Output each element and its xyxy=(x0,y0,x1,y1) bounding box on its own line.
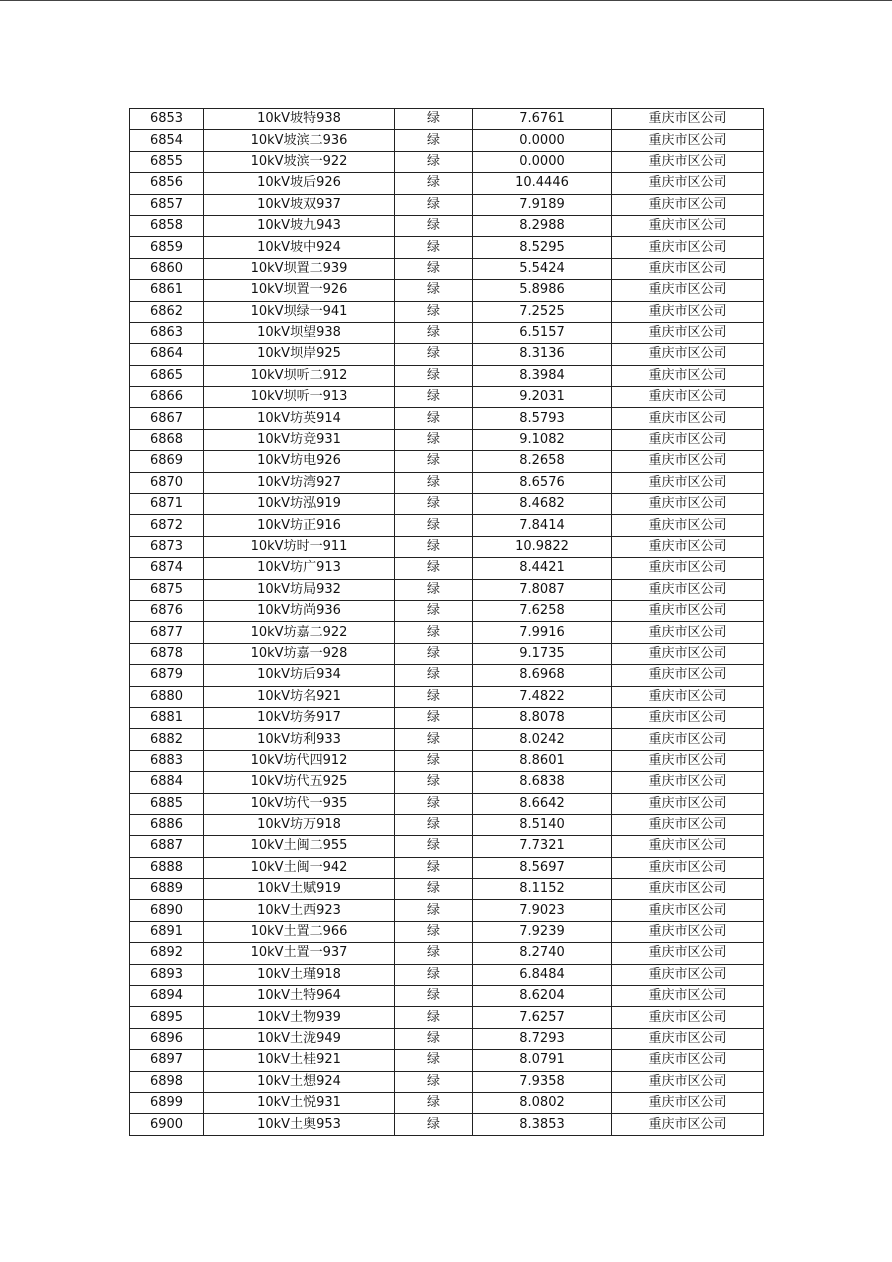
row-number-cell: 6869 xyxy=(130,451,204,472)
company-cell: 重庆市区公司 xyxy=(612,194,764,215)
status-cell: 绿 xyxy=(395,579,473,600)
status-cell: 绿 xyxy=(395,408,473,429)
line-name-cell: 10kV土瑾918 xyxy=(204,964,395,985)
line-name-cell: 10kV坝岸925 xyxy=(204,344,395,365)
line-name-cell: 10kV坡特938 xyxy=(204,109,395,130)
value-cell: 7.9358 xyxy=(473,1071,612,1092)
company-cell: 重庆市区公司 xyxy=(612,322,764,343)
company-cell: 重庆市区公司 xyxy=(612,1028,764,1049)
status-cell: 绿 xyxy=(395,729,473,750)
table-row xyxy=(130,750,764,771)
line-name-cell: 10kV坡双937 xyxy=(204,194,395,215)
status-cell: 绿 xyxy=(395,558,473,579)
status-cell: 绿 xyxy=(395,750,473,771)
value-cell: 7.7321 xyxy=(473,836,612,857)
status-cell: 绿 xyxy=(395,237,473,258)
table-row xyxy=(130,1114,764,1135)
row-number-cell: 6881 xyxy=(130,707,204,728)
value-cell: 8.0791 xyxy=(473,1050,612,1071)
table-row xyxy=(130,173,764,194)
value-cell: 8.1152 xyxy=(473,879,612,900)
table-row xyxy=(130,921,764,942)
table-row xyxy=(130,1050,764,1071)
value-cell: 8.7293 xyxy=(473,1028,612,1049)
status-cell: 绿 xyxy=(395,921,473,942)
status-cell: 绿 xyxy=(395,1092,473,1113)
company-cell: 重庆市区公司 xyxy=(612,408,764,429)
table-row xyxy=(130,194,764,215)
row-number-cell: 6861 xyxy=(130,280,204,301)
row-number-cell: 6900 xyxy=(130,1114,204,1135)
company-cell: 重庆市区公司 xyxy=(612,365,764,386)
table-row xyxy=(130,986,764,1007)
row-number-cell: 6863 xyxy=(130,322,204,343)
line-name-cell: 10kV土置二966 xyxy=(204,921,395,942)
table-row xyxy=(130,387,764,408)
status-cell: 绿 xyxy=(395,130,473,151)
line-name-cell: 10kV土物939 xyxy=(204,1007,395,1028)
value-cell: 8.5697 xyxy=(473,857,612,878)
table-row xyxy=(130,665,764,686)
status-cell: 绿 xyxy=(395,772,473,793)
company-cell: 重庆市区公司 xyxy=(612,622,764,643)
row-number-cell: 6857 xyxy=(130,194,204,215)
value-cell: 8.2658 xyxy=(473,451,612,472)
status-cell: 绿 xyxy=(395,964,473,985)
line-name-cell: 10kV坡中924 xyxy=(204,237,395,258)
value-cell: 8.6968 xyxy=(473,665,612,686)
row-number-cell: 6854 xyxy=(130,130,204,151)
status-cell: 绿 xyxy=(395,472,473,493)
value-cell: 8.8078 xyxy=(473,707,612,728)
company-cell: 重庆市区公司 xyxy=(612,1007,764,1028)
table-row xyxy=(130,729,764,750)
row-number-cell: 6885 xyxy=(130,793,204,814)
line-name-cell: 10kV坝听二912 xyxy=(204,365,395,386)
company-cell: 重庆市区公司 xyxy=(612,879,764,900)
company-cell: 重庆市区公司 xyxy=(612,536,764,557)
row-number-cell: 6892 xyxy=(130,943,204,964)
status-cell: 绿 xyxy=(395,451,473,472)
table-row xyxy=(130,686,764,707)
line-name-cell: 10kV坊嘉二922 xyxy=(204,622,395,643)
status-cell: 绿 xyxy=(395,686,473,707)
company-cell: 重庆市区公司 xyxy=(612,793,764,814)
status-cell: 绿 xyxy=(395,258,473,279)
table-row xyxy=(130,1028,764,1049)
status-cell: 绿 xyxy=(395,280,473,301)
value-cell: 5.5424 xyxy=(473,258,612,279)
table-row xyxy=(130,772,764,793)
row-number-cell: 6879 xyxy=(130,665,204,686)
value-cell: 8.3136 xyxy=(473,344,612,365)
line-name-cell: 10kV坊利933 xyxy=(204,729,395,750)
page-top-border xyxy=(0,0,892,1)
line-name-cell: 10kV坊务917 xyxy=(204,707,395,728)
value-cell: 10.4446 xyxy=(473,173,612,194)
value-cell: 8.3853 xyxy=(473,1114,612,1135)
value-cell: 6.8484 xyxy=(473,964,612,985)
status-cell: 绿 xyxy=(395,857,473,878)
value-cell: 8.0802 xyxy=(473,1092,612,1113)
table-row xyxy=(130,857,764,878)
line-name-cell: 10kV坊嘉一928 xyxy=(204,643,395,664)
value-cell: 8.2740 xyxy=(473,943,612,964)
value-cell: 0.0000 xyxy=(473,151,612,172)
value-cell: 8.0242 xyxy=(473,729,612,750)
value-cell: 9.1735 xyxy=(473,643,612,664)
status-cell: 绿 xyxy=(395,943,473,964)
status-cell: 绿 xyxy=(395,986,473,1007)
value-cell: 9.1082 xyxy=(473,429,612,450)
value-cell: 7.9916 xyxy=(473,622,612,643)
row-number-cell: 6862 xyxy=(130,301,204,322)
line-name-cell: 10kV坝绿一941 xyxy=(204,301,395,322)
table-row xyxy=(130,943,764,964)
line-name-cell: 10kV土闽二955 xyxy=(204,836,395,857)
company-cell: 重庆市区公司 xyxy=(612,429,764,450)
row-number-cell: 6875 xyxy=(130,579,204,600)
company-cell: 重庆市区公司 xyxy=(612,215,764,236)
company-cell: 重庆市区公司 xyxy=(612,943,764,964)
status-cell: 绿 xyxy=(395,643,473,664)
company-cell: 重庆市区公司 xyxy=(612,237,764,258)
line-name-cell: 10kV坊时一911 xyxy=(204,536,395,557)
row-number-cell: 6898 xyxy=(130,1071,204,1092)
line-name-cell: 10kV坊后934 xyxy=(204,665,395,686)
table-row xyxy=(130,964,764,985)
table-row xyxy=(130,1071,764,1092)
status-cell: 绿 xyxy=(395,622,473,643)
company-cell: 重庆市区公司 xyxy=(612,600,764,621)
value-cell: 7.8414 xyxy=(473,515,612,536)
value-cell: 0.0000 xyxy=(473,130,612,151)
row-number-cell: 6895 xyxy=(130,1007,204,1028)
line-name-cell: 10kV土赋919 xyxy=(204,879,395,900)
data-table xyxy=(129,108,764,1136)
line-name-cell: 10kV坊电926 xyxy=(204,451,395,472)
company-cell: 重庆市区公司 xyxy=(612,665,764,686)
value-cell: 8.6576 xyxy=(473,472,612,493)
row-number-cell: 6871 xyxy=(130,494,204,515)
status-cell: 绿 xyxy=(395,1028,473,1049)
row-number-cell: 6899 xyxy=(130,1092,204,1113)
line-name-cell: 10kV坡九943 xyxy=(204,215,395,236)
row-number-cell: 6872 xyxy=(130,515,204,536)
status-cell: 绿 xyxy=(395,515,473,536)
line-name-cell: 10kV坊代五925 xyxy=(204,772,395,793)
table-row xyxy=(130,814,764,835)
status-cell: 绿 xyxy=(395,173,473,194)
value-cell: 8.2988 xyxy=(473,215,612,236)
company-cell: 重庆市区公司 xyxy=(612,836,764,857)
table-row xyxy=(130,472,764,493)
table-row xyxy=(130,622,764,643)
status-cell: 绿 xyxy=(395,322,473,343)
table-row xyxy=(130,322,764,343)
company-cell: 重庆市区公司 xyxy=(612,1114,764,1135)
table-row xyxy=(130,344,764,365)
row-number-cell: 6856 xyxy=(130,173,204,194)
line-name-cell: 10kV坡后926 xyxy=(204,173,395,194)
line-name-cell: 10kV坊局932 xyxy=(204,579,395,600)
company-cell: 重庆市区公司 xyxy=(612,451,764,472)
line-name-cell: 10kV土西923 xyxy=(204,900,395,921)
company-cell: 重庆市区公司 xyxy=(612,772,764,793)
status-cell: 绿 xyxy=(395,1114,473,1135)
status-cell: 绿 xyxy=(395,1050,473,1071)
status-cell: 绿 xyxy=(395,707,473,728)
value-cell: 7.6761 xyxy=(473,109,612,130)
status-cell: 绿 xyxy=(395,365,473,386)
status-cell: 绿 xyxy=(395,151,473,172)
status-cell: 绿 xyxy=(395,879,473,900)
row-number-cell: 6865 xyxy=(130,365,204,386)
row-number-cell: 6860 xyxy=(130,258,204,279)
company-cell: 重庆市区公司 xyxy=(612,344,764,365)
company-cell: 重庆市区公司 xyxy=(612,387,764,408)
row-number-cell: 6868 xyxy=(130,429,204,450)
table-row xyxy=(130,643,764,664)
row-number-cell: 6890 xyxy=(130,900,204,921)
table-row xyxy=(130,579,764,600)
table-row xyxy=(130,365,764,386)
value-cell: 8.5295 xyxy=(473,237,612,258)
company-cell: 重庆市区公司 xyxy=(612,900,764,921)
row-number-cell: 6870 xyxy=(130,472,204,493)
line-name-cell: 10kV土闽一942 xyxy=(204,857,395,878)
table-row xyxy=(130,879,764,900)
table-row xyxy=(130,600,764,621)
line-name-cell: 10kV坊竞931 xyxy=(204,429,395,450)
company-cell: 重庆市区公司 xyxy=(612,857,764,878)
line-name-cell: 10kV坊代四912 xyxy=(204,750,395,771)
table-row xyxy=(130,836,764,857)
row-number-cell: 6883 xyxy=(130,750,204,771)
table-row xyxy=(130,900,764,921)
company-cell: 重庆市区公司 xyxy=(612,280,764,301)
company-cell: 重庆市区公司 xyxy=(612,964,764,985)
line-name-cell: 10kV坊代一935 xyxy=(204,793,395,814)
line-name-cell: 10kV坡滨一922 xyxy=(204,151,395,172)
company-cell: 重庆市区公司 xyxy=(612,494,764,515)
status-cell: 绿 xyxy=(395,387,473,408)
row-number-cell: 6884 xyxy=(130,772,204,793)
company-cell: 重庆市区公司 xyxy=(612,258,764,279)
table-row xyxy=(130,451,764,472)
company-cell: 重庆市区公司 xyxy=(612,109,764,130)
line-name-cell: 10kV坝置一926 xyxy=(204,280,395,301)
value-cell: 8.6204 xyxy=(473,986,612,1007)
status-cell: 绿 xyxy=(395,1071,473,1092)
value-cell: 9.2031 xyxy=(473,387,612,408)
value-cell: 6.5157 xyxy=(473,322,612,343)
line-name-cell: 10kV土想924 xyxy=(204,1071,395,1092)
value-cell: 7.4822 xyxy=(473,686,612,707)
table-row xyxy=(130,151,764,172)
company-cell: 重庆市区公司 xyxy=(612,151,764,172)
company-cell: 重庆市区公司 xyxy=(612,579,764,600)
table-row xyxy=(130,258,764,279)
row-number-cell: 6894 xyxy=(130,986,204,1007)
company-cell: 重庆市区公司 xyxy=(612,643,764,664)
table-row xyxy=(130,1092,764,1113)
status-cell: 绿 xyxy=(395,600,473,621)
line-name-cell: 10kV坊泓919 xyxy=(204,494,395,515)
line-name-cell: 10kV坡滨二936 xyxy=(204,130,395,151)
line-name-cell: 10kV坊湾927 xyxy=(204,472,395,493)
company-cell: 重庆市区公司 xyxy=(612,814,764,835)
table-body xyxy=(130,109,764,1136)
status-cell: 绿 xyxy=(395,536,473,557)
company-cell: 重庆市区公司 xyxy=(612,921,764,942)
line-name-cell: 10kV坊正916 xyxy=(204,515,395,536)
row-number-cell: 6867 xyxy=(130,408,204,429)
line-name-cell: 10kV坊英914 xyxy=(204,408,395,429)
line-name-cell: 10kV土奥953 xyxy=(204,1114,395,1135)
table-row xyxy=(130,301,764,322)
status-cell: 绿 xyxy=(395,836,473,857)
status-cell: 绿 xyxy=(395,665,473,686)
line-name-cell: 10kV土特964 xyxy=(204,986,395,1007)
company-cell: 重庆市区公司 xyxy=(612,130,764,151)
value-cell: 7.9239 xyxy=(473,921,612,942)
table-row xyxy=(130,793,764,814)
table-row xyxy=(130,1007,764,1028)
row-number-cell: 6893 xyxy=(130,964,204,985)
status-cell: 绿 xyxy=(395,793,473,814)
line-name-cell: 10kV坝望938 xyxy=(204,322,395,343)
table-row xyxy=(130,215,764,236)
value-cell: 8.5140 xyxy=(473,814,612,835)
value-cell: 7.9189 xyxy=(473,194,612,215)
value-cell: 5.8986 xyxy=(473,280,612,301)
value-cell: 8.8601 xyxy=(473,750,612,771)
value-cell: 8.6838 xyxy=(473,772,612,793)
value-cell: 7.9023 xyxy=(473,900,612,921)
status-cell: 绿 xyxy=(395,215,473,236)
value-cell: 7.6258 xyxy=(473,600,612,621)
row-number-cell: 6897 xyxy=(130,1050,204,1071)
row-number-cell: 6882 xyxy=(130,729,204,750)
company-cell: 重庆市区公司 xyxy=(612,986,764,1007)
company-cell: 重庆市区公司 xyxy=(612,750,764,771)
table-row xyxy=(130,280,764,301)
company-cell: 重庆市区公司 xyxy=(612,558,764,579)
value-cell: 7.2525 xyxy=(473,301,612,322)
status-cell: 绿 xyxy=(395,494,473,515)
company-cell: 重庆市区公司 xyxy=(612,729,764,750)
table-row xyxy=(130,130,764,151)
line-name-cell: 10kV土悦931 xyxy=(204,1092,395,1113)
value-cell: 10.9822 xyxy=(473,536,612,557)
status-cell: 绿 xyxy=(395,194,473,215)
line-name-cell: 10kV坊万918 xyxy=(204,814,395,835)
company-cell: 重庆市区公司 xyxy=(612,1092,764,1113)
line-name-cell: 10kV坊广913 xyxy=(204,558,395,579)
line-name-cell: 10kV坝听一913 xyxy=(204,387,395,408)
table-row xyxy=(130,536,764,557)
row-number-cell: 6896 xyxy=(130,1028,204,1049)
status-cell: 绿 xyxy=(395,301,473,322)
table-row xyxy=(130,429,764,450)
row-number-cell: 6889 xyxy=(130,879,204,900)
status-cell: 绿 xyxy=(395,344,473,365)
table-row xyxy=(130,237,764,258)
line-name-cell: 10kV土泷949 xyxy=(204,1028,395,1049)
value-cell: 7.8087 xyxy=(473,579,612,600)
line-name-cell: 10kV坊尚936 xyxy=(204,600,395,621)
table-row xyxy=(130,408,764,429)
table-row xyxy=(130,515,764,536)
value-cell: 8.4421 xyxy=(473,558,612,579)
value-cell: 8.4682 xyxy=(473,494,612,515)
company-cell: 重庆市区公司 xyxy=(612,1071,764,1092)
status-cell: 绿 xyxy=(395,900,473,921)
line-name-cell: 10kV坝置二939 xyxy=(204,258,395,279)
company-cell: 重庆市区公司 xyxy=(612,301,764,322)
row-number-cell: 6866 xyxy=(130,387,204,408)
row-number-cell: 6891 xyxy=(130,921,204,942)
row-number-cell: 6853 xyxy=(130,109,204,130)
table-row xyxy=(130,109,764,130)
status-cell: 绿 xyxy=(395,109,473,130)
company-cell: 重庆市区公司 xyxy=(612,1050,764,1071)
company-cell: 重庆市区公司 xyxy=(612,515,764,536)
table-row xyxy=(130,494,764,515)
row-number-cell: 6859 xyxy=(130,237,204,258)
row-number-cell: 6874 xyxy=(130,558,204,579)
status-cell: 绿 xyxy=(395,429,473,450)
company-cell: 重庆市区公司 xyxy=(612,686,764,707)
row-number-cell: 6864 xyxy=(130,344,204,365)
table-row xyxy=(130,707,764,728)
value-cell: 7.6257 xyxy=(473,1007,612,1028)
row-number-cell: 6876 xyxy=(130,600,204,621)
row-number-cell: 6880 xyxy=(130,686,204,707)
value-cell: 8.6642 xyxy=(473,793,612,814)
row-number-cell: 6873 xyxy=(130,536,204,557)
value-cell: 8.3984 xyxy=(473,365,612,386)
status-cell: 绿 xyxy=(395,1007,473,1028)
company-cell: 重庆市区公司 xyxy=(612,173,764,194)
table-row xyxy=(130,558,764,579)
line-name-cell: 10kV土桂921 xyxy=(204,1050,395,1071)
row-number-cell: 6855 xyxy=(130,151,204,172)
company-cell: 重庆市区公司 xyxy=(612,707,764,728)
row-number-cell: 6886 xyxy=(130,814,204,835)
line-name-cell: 10kV坊名921 xyxy=(204,686,395,707)
row-number-cell: 6877 xyxy=(130,622,204,643)
line-name-cell: 10kV土置一937 xyxy=(204,943,395,964)
row-number-cell: 6887 xyxy=(130,836,204,857)
row-number-cell: 6878 xyxy=(130,643,204,664)
row-number-cell: 6888 xyxy=(130,857,204,878)
status-cell: 绿 xyxy=(395,814,473,835)
value-cell: 8.5793 xyxy=(473,408,612,429)
company-cell: 重庆市区公司 xyxy=(612,472,764,493)
row-number-cell: 6858 xyxy=(130,215,204,236)
